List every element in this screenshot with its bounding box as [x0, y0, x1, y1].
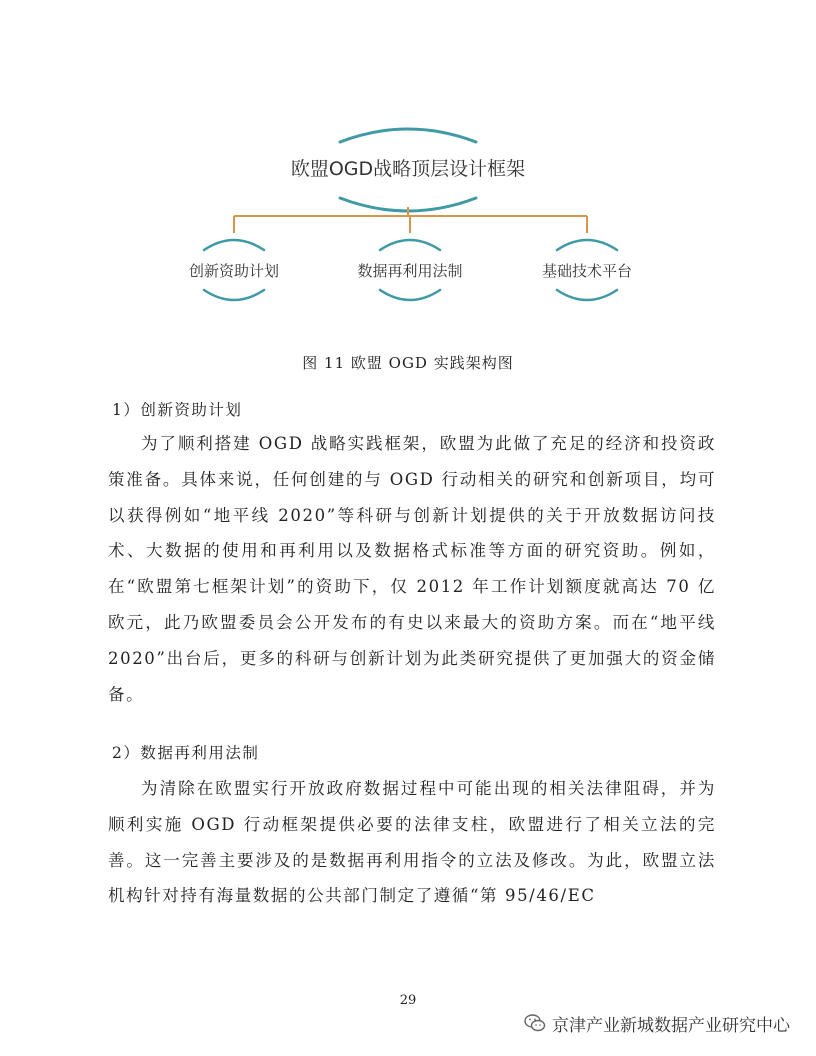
root-arc-top: [340, 129, 476, 142]
page-number: 29: [399, 993, 417, 1008]
diagram-child-label: 创新资助计划: [188, 262, 279, 280]
diagram-graphics: [0, 120, 816, 330]
child-1-arc-top: [204, 240, 264, 250]
watermark-text: 京津产业新城数据产业研究中心: [552, 1015, 790, 1036]
diagram-child-label: 数据再利用法制: [357, 262, 463, 280]
source-watermark: [524, 1010, 790, 1036]
diagram-root-label: 欧盟OGD战略顶层设计框架: [290, 158, 526, 180]
section-heading: 2）数据再利用法制: [112, 744, 260, 762]
wechat-icon: [524, 1013, 546, 1033]
diagram-child-label: 基础技术平台: [541, 262, 632, 280]
framework-diagram: [0, 120, 816, 330]
child-3-arc-bottom: [557, 290, 617, 300]
child-2-arc-bottom: [380, 290, 440, 300]
figure-caption: 图 11 欧盟 OGD 实践架构图: [302, 354, 514, 372]
section-paragraph: 为了顺利搭建 OGD 战略实践框架，欧盟为此做了充足的经济和投资政策准备。具体来说，任何创建的与 OGD 行动相关的研究和创新项目，均可以获得例如“地平线 2020”等科研与创新计划提供的关于开放数据访问技术、大数据的使用和再利用以及数据格式标准等方面的研究资助。例如，在“欧盟第七框架计划”的资助下，仅 2012 年工作计划额度就高达 70 亿欧元，此乃欧盟委员会公开发布的有史以来最大的资助方案。而在“地平线 2020”出台后，更多的科研与创新计划为此类研究提供了更加强大的资金储备。: [108, 434, 716, 704]
section-heading: 1）创新资助计划: [112, 401, 243, 419]
section-paragraph: 为清除在欧盟实行开放政府数据过程中可能出现的相关法律阻碍，并为顺利实施 OGD 行动框架提供必要的法律支柱，欧盟进行了相关立法的完善。这一完善主要涉及的是数据再利用指令的立法及修改。为此，欧盟立法机构针对持有海量数据的公共部门制定了遵循“第 95/46/EC: [108, 779, 716, 906]
child-3-arc-top: [557, 240, 617, 250]
child-2-arc-top: [380, 240, 440, 250]
child-1-arc-bottom: [204, 290, 264, 300]
